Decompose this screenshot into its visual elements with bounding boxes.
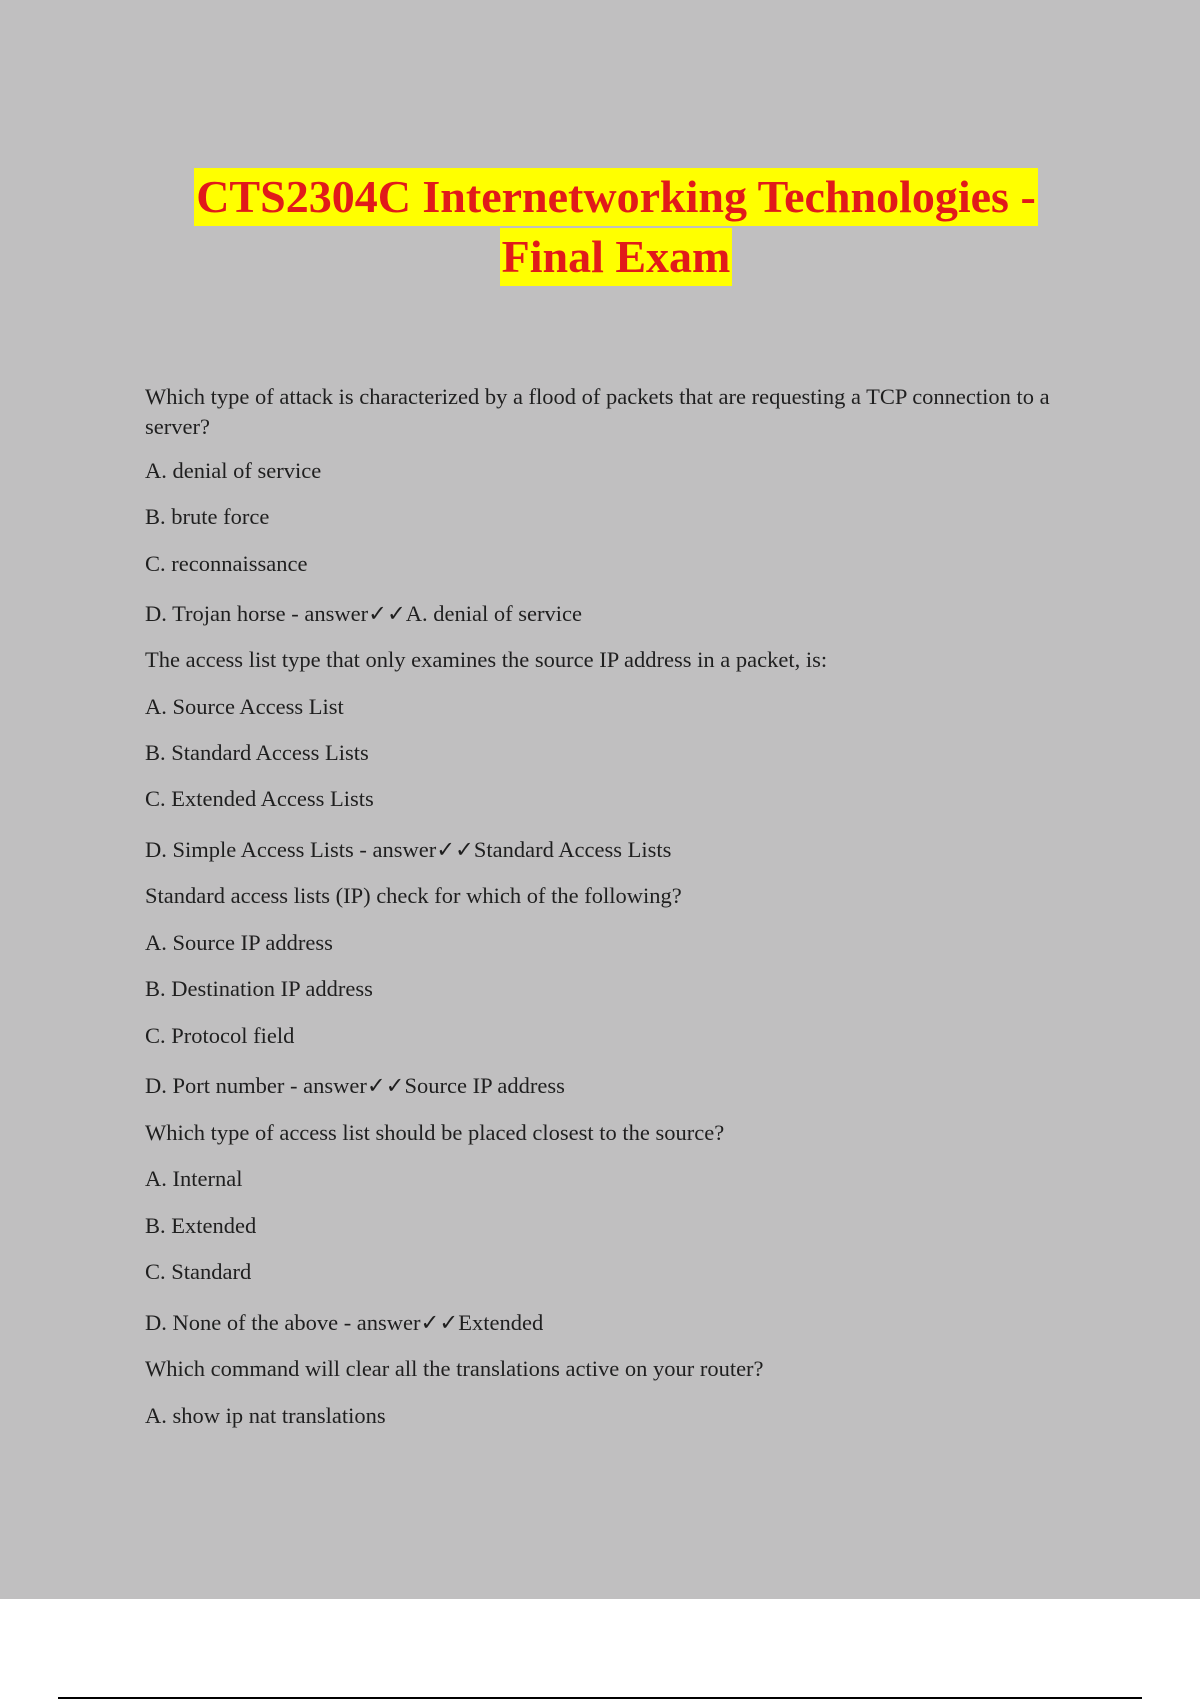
footer-divider <box>58 1697 1142 1699</box>
answer-option: D. Trojan horse - answer✓✓A. denial of service <box>145 601 582 626</box>
answer-option: A. denial of service <box>145 458 322 483</box>
question-text: Which command will clear all the translations active on your router? <box>145 1356 764 1381</box>
answer-option: C. Protocol field <box>145 1023 295 1048</box>
answer-option: D. None of the above - answer✓✓Extended <box>145 1310 544 1335</box>
question-text: The access list type that only examines the source IP address in a packet, is: <box>145 647 828 672</box>
title-line-2: Final Exam <box>500 228 733 286</box>
answer-option: B. Extended <box>145 1213 257 1238</box>
answer-option: B. Destination IP address <box>145 976 373 1001</box>
answer-option: B. Standard Access Lists <box>145 740 369 765</box>
answer-option: D. Port number - answer✓✓Source IP address <box>145 1073 565 1098</box>
answer-option: C. reconnaissance <box>145 551 308 576</box>
question-text: Standard access lists (IP) check for which of the following? <box>145 883 682 908</box>
question-text: Which type of access list should be placed closest to the source? <box>145 1120 725 1145</box>
title-line-1: CTS2304C Internetworking Technologies - <box>194 168 1038 226</box>
answer-option: B. brute force <box>145 504 270 529</box>
answer-option: C. Standard <box>145 1259 252 1284</box>
answer-option: C. Extended Access Lists <box>145 786 374 811</box>
question-text: Which type of attack is characterized by a flood of packets that are requesting a TCP connection to a server? <box>145 384 1050 439</box>
document-title <box>0 168 1200 286</box>
answer-option: A. Source Access List <box>145 694 344 719</box>
answer-option: A. show ip nat translations <box>145 1403 386 1428</box>
answer-option: D. Simple Access Lists - answer✓✓Standard Access Lists <box>145 837 672 862</box>
answer-option: A. Internal <box>145 1166 243 1191</box>
answer-option: A. Source IP address <box>145 930 333 955</box>
